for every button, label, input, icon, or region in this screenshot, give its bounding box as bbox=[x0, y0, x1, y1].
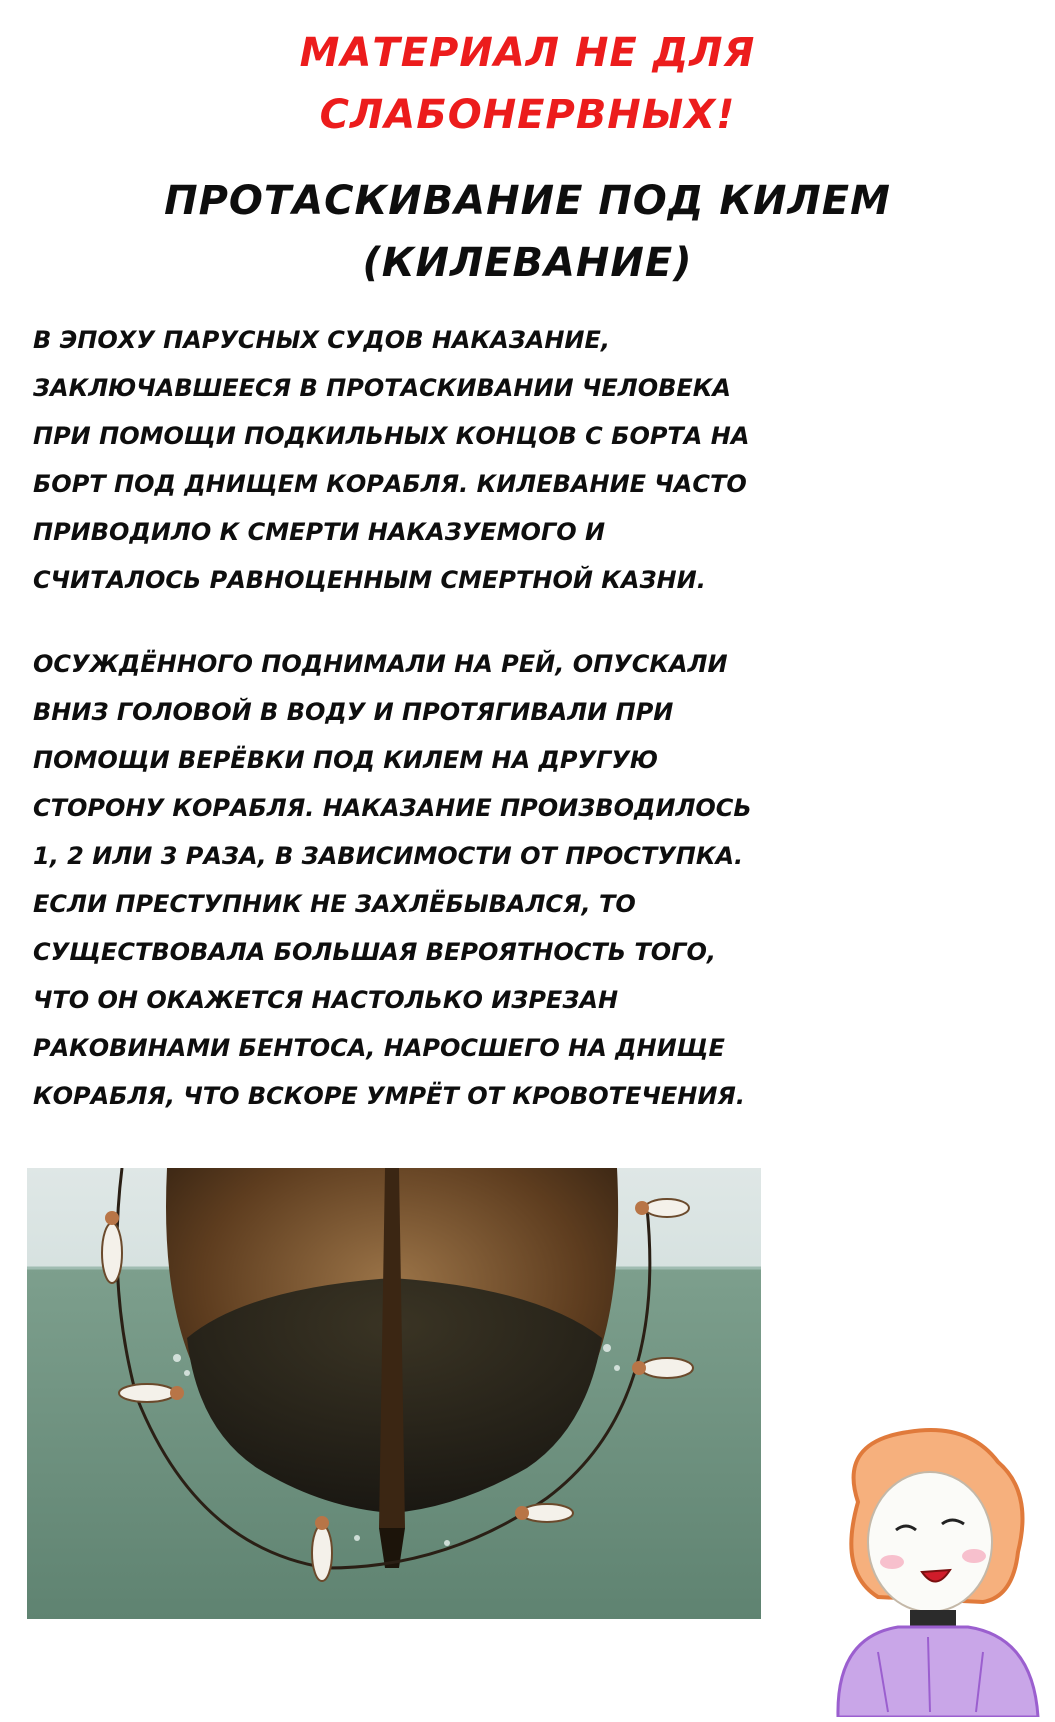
text-line: 1, 2 ИЛИ 3 РАЗА, В ЗАВИСИМОСТИ ОТ ПРОСТУПКА. bbox=[33, 842, 744, 870]
text-line: ПОМОЩИ ВЕРЁВКИ ПОД КИЛЕМ НА ДРУГУЮ bbox=[33, 746, 658, 774]
text-line: РАКОВИНАМИ БЕНТОСА, НАРОСШЕГО НА ДНИЩЕ bbox=[33, 1034, 725, 1062]
text-line: СЧИТАЛОСЬ РАВНОЦЕННЫМ СМЕРТНОЙ КАЗНИ. bbox=[33, 566, 706, 594]
text-line: ПРИВОДИЛО К СМЕРТИ НАКАЗУЕМОГО И bbox=[33, 518, 606, 546]
text-line: ЧТО ОН ОКАЖЕТСЯ НАСТОЛЬКО ИЗРЕЗАН bbox=[33, 986, 619, 1014]
page-title bbox=[0, 170, 1055, 294]
warning-line-2: СЛАБОНЕРВНЫХ! bbox=[319, 92, 736, 138]
text-line: БОРТ ПОД ДНИЩЕМ КОРАБЛЯ. КИЛЕВАНИЕ ЧАСТО bbox=[33, 470, 747, 498]
text-line: ОСУЖДЁННОГО ПОДНИМАЛИ НА РЕЙ, ОПУСКАЛИ bbox=[33, 650, 728, 678]
text-line: В ЭПОХУ ПАРУСНЫХ СУДОВ НАКАЗАНИЕ, bbox=[33, 326, 610, 354]
text-line: ЕСЛИ ПРЕСТУПНИК НЕ ЗАХЛЁБЫВАЛСЯ, ТО bbox=[33, 890, 636, 918]
text-line: КОРАБЛЯ, ЧТО ВСКОРЕ УМРЁТ ОТ КРОВОТЕЧЕНИЯ. bbox=[33, 1082, 746, 1110]
text-line: ВНИЗ ГОЛОВОЙ В ВОДУ И ПРОТЯГИВАЛИ ПРИ bbox=[33, 698, 674, 726]
text-line: СТОРОНУ КОРАБЛЯ. НАКАЗАНИЕ ПРОИЗВОДИЛОСЬ bbox=[33, 794, 752, 822]
paragraph-procedure bbox=[33, 640, 963, 1120]
girl-doodle bbox=[818, 1422, 1050, 1717]
keelhauling-illustration bbox=[27, 1168, 761, 1619]
warning-line-1: МАТЕРИАЛ НЕ ДЛЯ bbox=[299, 30, 756, 76]
title-line-1: ПРОТАСКИВАНИЕ ПОД КИЛЕМ bbox=[164, 178, 891, 224]
title-line-2: (КИЛЕВАНИЕ) bbox=[362, 240, 693, 286]
text-line: ЗАКЛЮЧАВШЕЕСЯ В ПРОТАСКИВАНИИ ЧЕЛОВЕКА bbox=[33, 374, 731, 402]
paragraph-definition bbox=[33, 316, 963, 604]
text-line: СУЩЕСТВОВАЛА БОЛЬШАЯ ВЕРОЯТНОСТЬ ТОГО, bbox=[33, 938, 716, 966]
text-line: ПРИ ПОМОЩИ ПОДКИЛЬНЫХ КОНЦОВ С БОРТА НА bbox=[33, 422, 750, 450]
warning-heading bbox=[0, 22, 1055, 146]
